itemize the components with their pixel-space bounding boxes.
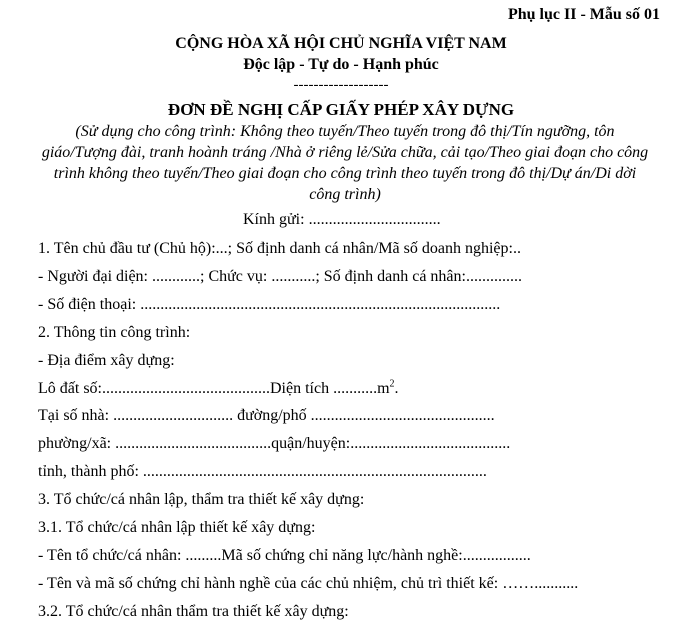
national-motto: Độc lập - Tự do - Hạnh phúc	[243, 56, 439, 73]
usage-body: : Không theo tuyến/Theo tuyến trong đô thị/Tín ngưỡng, tôn giáo/Tượng đài, tranh hoành tráng /Nhà ở riêng lẻ/Sửa chữa, cải tạo/Theo giai đoạn cho công trình không theo tuyến/Theo giai đoạn cho công trình theo tuyến trong đô thị/Dự án/Di dời công trình)	[41, 123, 649, 203]
design-reviewer-heading: 3.2. Tổ chức/cá nhân thẩm tra thiết kế xây dựng:	[38, 603, 349, 620]
design-orgs-heading: 3. Tổ chức/cá nhân lập, thẩm tra thiết kế xây dựng:	[38, 491, 365, 508]
leaders-line: - Tên và mã số chứng chỉ hành nghề của các chủ nhiệm, chủ trì thiết kế: ……...........	[38, 575, 579, 592]
province-line: tỉnh, thành phố: ......................................................................................	[38, 463, 487, 480]
area-unit-exponent: 2	[389, 378, 395, 390]
document-title: ĐƠN ĐỀ NGHỊ CẤP GIẤY PHÉP XÂY DỰNG	[167, 100, 515, 119]
org-name-line: - Tên tổ chức/cá nhân: .........Mã số chứng chỉ năng lực/hành nghề:.................	[38, 547, 531, 564]
ward-line: phường/xã: .......................................quận/huyện:........................................	[38, 435, 511, 452]
phone-line: - Số điện thoại: ..........................................................................................	[38, 296, 501, 313]
recipient-line: Kính gửi: .................................	[243, 211, 441, 228]
header-separator: -------------------	[293, 77, 389, 93]
lot-text: Lô đất số:..........................................Diện tích ...........m	[38, 380, 390, 397]
usage-note	[40, 121, 650, 205]
house-number-line: Tại số nhà: .............................. đường/phố ..............................................	[38, 407, 495, 424]
lot-line	[38, 379, 399, 399]
design-maker-heading: 3.1. Tổ chức/cá nhân lập thiết kế xây dựng:	[38, 519, 316, 536]
annex-label: Phụ lục II - Mẫu số 01	[507, 6, 660, 23]
national-name: CỘNG HÒA XÃ HỘI CHỦ NGHĨA VIỆT NAM	[175, 35, 507, 52]
usage-prefix: (Sử dụng cho công trình	[75, 123, 231, 140]
lot-end: .	[394, 380, 399, 397]
investor-line: 1. Tên chủ đầu tư (Chủ hộ):...; Số định danh cá nhân/Mã số doanh nghiệp:..	[38, 240, 521, 257]
project-info-heading: 2. Thông tin công trình:	[38, 324, 191, 341]
representative-line: - Người đại diện: ............; Chức vụ: ...........; Số định danh cá nhân:..............	[38, 268, 522, 285]
location-line: - Địa điểm xây dựng:	[38, 352, 175, 369]
